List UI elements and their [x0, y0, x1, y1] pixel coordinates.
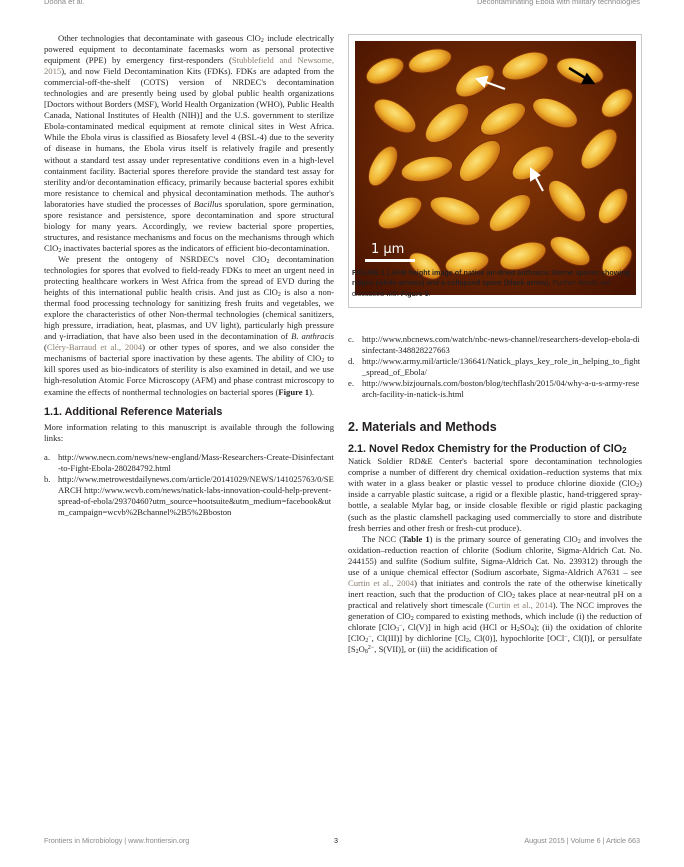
link-item-c: c. http://www.nbcnews.com/watch/nbc-news-channel/researchers-develop-ebola-disinfectant-348828227663 — [348, 334, 640, 356]
scale-bar-label: 1 µm — [371, 242, 405, 257]
citation-curtin-2014[interactable]: Curtin et al., 2014 — [488, 599, 553, 610]
footer-journal: Frontiers in Microbiology | www.frontiersin.org — [44, 836, 190, 845]
left-link-list — [44, 452, 334, 518]
section-2-1-heading: 2.1. Novel Redox Chemistry for the Production of ClO$_2$ — [348, 443, 627, 456]
link-url-c[interactable]: http://www.nbcnews.com/watch/nbc-news-channel/researchers-develop-ebola-disinfectant-348828227663 — [362, 334, 640, 356]
figure-1-caption: FIGURE 1 | AFM height image of native air-dried anthracis Sterne spores showing ridges (white arrows) and a collapsed spore (black arrow). Further details are discussed with Figure 9. — [352, 268, 631, 298]
link-item-d: d. http://www.army.mil/article/136641/Natick_plays_key_role_in_helping_to_fight_spread_of_Ebola/ — [348, 356, 641, 378]
right-link-list — [348, 334, 642, 400]
figure-9-ref[interactable]: Figure 9 — [400, 288, 429, 298]
figure-1 — [348, 34, 642, 308]
paragraph-natick: Natick Soldier RD&E Center's bacterial spore decontamination technologies comprise a number of different dry chemical oxidation–reduction systems that mix with water in a glass beaker or plastic vessel to produce chlorine dioxide (ClO$_2$) inside a carryable plastic suitcase, a rigid or a flexible plastic, hand-triggered spray-bottle, a sealable Mylar bag, or inside closable flexible or rigid plastic packaging (such as the plastic clamshell packaging used commercially to store and distribute fresh berries and other fresh or fresh-cut produce). — [348, 456, 642, 533]
link-url-a[interactable]: http://www.necn.com/news/new-england/Mass-Researchers-Create-Disinfectant-to-Fight-Ebola-280284792.html — [58, 451, 334, 473]
link-url-e[interactable]: http://www.bizjournals.com/boston/blog/techflash/2015/04/why-a-u-s-army-research-facility-in-natick-is.html — [362, 378, 640, 400]
citation-curtin-2004[interactable]: Curtin et al., 2004 — [348, 577, 415, 588]
link-url-d[interactable]: http://www.army.mil/article/136641/Natick_plays_key_role_in_helping_to_fight_spread_of_Ebola/ — [362, 356, 641, 378]
link-item-b: b. http://www.metrowestdailynews.com/article/20141029/NEWS/141025763/0/SEARCH http://www.wcvb.com/news/natick-labs-innovation-could-help-prevent-spread-of-ebola/29370460?utm_source=hootsuite&utm_medium=facebook&utm_campaign=wcvb%2Bchannel%2B5%2Bboston — [44, 473, 334, 517]
table-1-ref[interactable]: Table 1 — [402, 533, 430, 544]
page-number: 3 — [334, 836, 338, 845]
paragraph-technologies: Other technologies that decontaminate with gaseous ClO$_2$ include electrically powered equipment to decontaminate facemasks worn as personal protective equipment (PPE) by emergency first-responders (Stubblefield and Newsome, 2015), and now Field Decontamination Kits (FDKs). FDKs are adapted from the commercial-off-the-shelf (COTS) version of NRDEC's decontamination technologies and are presently being used by global public health organizations [Doctors without Borders (MSF), World Health Organization (WHO), Public Health Canada, National Institutes of Health (NIH)] and the U.S. government to sterilize Ebola-contaminated medical equipment at remote clinical sites in West Africa. While the Ebola virus is classified as Biosafety level 4 (BSL-4) due to the severity of disease in humans, the Ebola virus itself is relatively fragile and presently without a standard test assay under representative conditions even in a high-level containment facility. Bacterial spores therefore provide the standard test assay for sterility and/or decontamination efficacy, primarily because bacterial spores exhibit more resistance to chemical and physical decontamination methods. The author's laboratories have studied the processes of Bacillus sporulation, spore germination, spore resistance and persistence, spore decontamination and spore structural biology for many years. Accordingly, we review bacterial spore properties, structures, and resistance mechanisms and focus on the mechanisms through which ClO$_2$ inactivates bacterial spores as the indicators of efficient bio-decontamination. — [44, 33, 335, 254]
link-item-a: a. http://www.necn.com/news/new-england/Mass-Researchers-Create-Disinfectant-to-Fight-Ebola-280284792.html — [44, 451, 334, 473]
header-authors: Doona et al. — [44, 0, 85, 6]
section-2-heading: 2. Materials and Methods — [348, 420, 497, 435]
afm-spore-image — [355, 41, 636, 295]
paragraph-links-intro: More information relating to this manuscript is available through the following links: — [44, 421, 334, 443]
figure-1-ref[interactable]: Figure 1 — [278, 386, 310, 397]
footer-issue: August 2015 | Volume 6 | Article 663 — [524, 836, 640, 845]
running-header — [0, 0, 684, 12]
scale-bar — [365, 259, 415, 262]
paragraph-ontogeny: We present the ontogeny of NSRDEC's novel ClO$_2$ decontamination technologies for spores that evolved to field-ready FDKs to meet an urgent need in protecting healthcare workers in West Africa from the spread of EVD during the heights of this international public health crisis. And just as ClO$_2$ is also a non-thermal food processing technology for sanitizing fresh fruits and vegetables, we explore the characteristics of other Non-thermal technologies (chemical sanitizers, high pressure, irradiation, heat, plasmas, and UV light), particularly high pressure and γ-irradiation, that have also been used in the decontamination of B. anthracis (Cléry-Barraud et al., 2004) or other types of spores, and we also consider the mechanisms of bacterial spore inactivation by these agents. The ability of ClO$_2$ to kill spores used as bio-indicators of sterility is also examined in detail, and we use high-resolution Atomic Force Microscopy (AFM) and phase contrast microscopy to examine the effects of nonthermal technologies on bacterial spores (Figure 1). — [44, 253, 335, 397]
citation-stubblefield[interactable]: Stubblefield and Newsome, 2015 — [44, 55, 334, 77]
left-column — [44, 33, 334, 518]
right-column — [348, 334, 642, 655]
link-item-e: e. http://www.bizjournals.com/boston/blog/techflash/2015/04/why-a-u-s-army-research-facility-in-natick-is.html — [348, 378, 640, 400]
header-title: Decontaminating Ebola with military technologies — [476, 0, 640, 6]
link-url-b[interactable]: http://www.metrowestdailynews.com/article/20141029/NEWS/141025763/0/SEARCH http://www.wcvb.com/news/natick-labs-innovation-could-help-prevent-spread-of-ebola/29370460?utm_source=hootsuite&utm_medium=facebook&utm_campaign=wcvb%2Bchannel%2B5%2Bboston — [58, 473, 334, 517]
paragraph-ncc: The NCC (Table 1) is the primary source of generating ClO$_2$ and involves the oxidation–reduction reaction of chlorite (Sodium chlorite, Sigma-Aldrich Cat. No. 244155) and sulfite (Sodium sulfite, Sigma-Aldrich Cat. No. 239312) through the use of a unique chemical effector (Sodium ascorbate, Sigma-Aldrich A7631 – see Curtin et al., 2004) that initiates and controls the rate of the otherwise kinetically inert reaction, such that the production of ClO$_2$ takes place at near-neutral pH on a practical and relatively short timescale (Curtin et al., 2014). The NCC improves the generation of ClO$_2$ compared to existing methods, which include (i) the reduction of chlorate [ClO$_3$−, Cl(V)] in high acid (HCl or $H_2SO_4$); (ii) the oxidation of chlorite [ClO$_2$−, Cl(III)] by dichlorine [$Cl_2$, Cl(0)], hypochlorite [OCl−, Cl(I)], or persulfate [$S_2O_8^{2-}$, S(VII)], or (iii) the acidification of — [348, 533, 642, 656]
section-1-1-heading: 1.1. Additional Reference Materials — [44, 405, 223, 418]
citation-clery-barraud[interactable]: Cléry-Barraud et al., 2004 — [46, 342, 143, 353]
